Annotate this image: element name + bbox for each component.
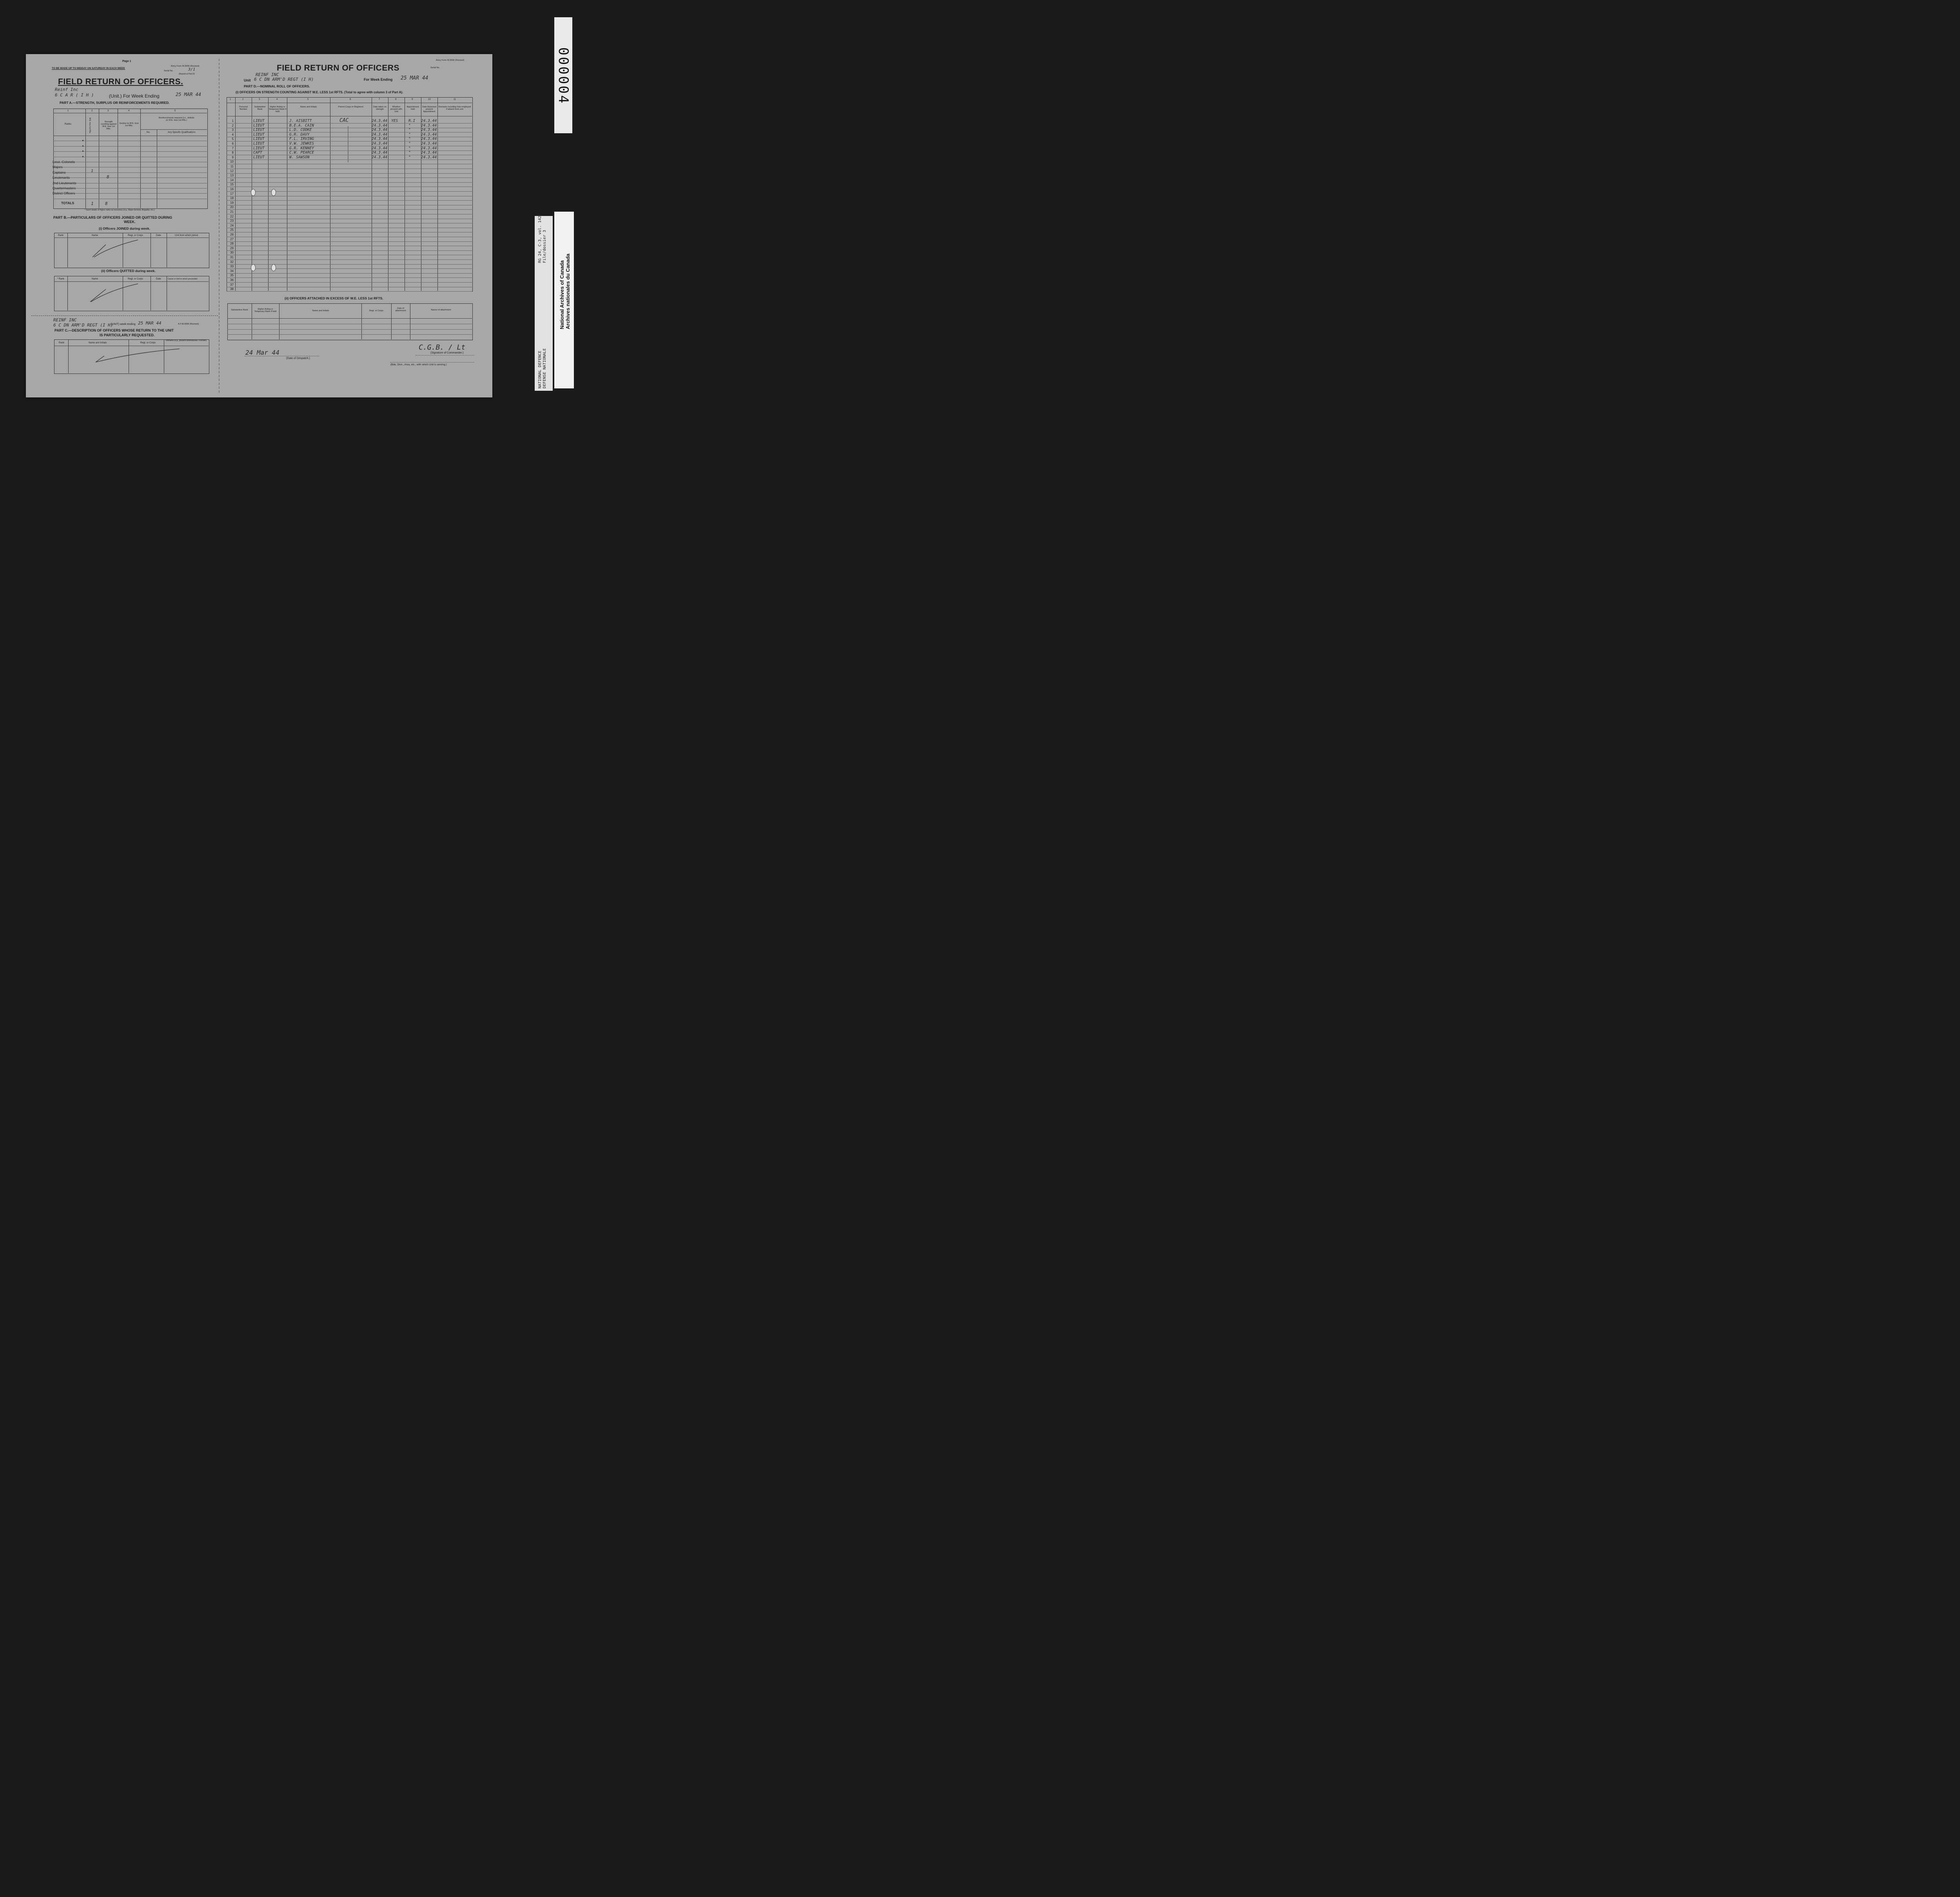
punch-hole <box>251 264 256 271</box>
row-number: 22 <box>230 214 234 218</box>
row-number: 38 <box>230 287 234 291</box>
punch-hole <box>271 264 276 271</box>
date-assumed-appointment: 24.3.44 <box>421 119 437 123</box>
row-number: 3 <box>232 128 234 132</box>
roll-column-header: Remarks including how employed if absent from unit <box>438 106 471 111</box>
officer-rank: LIEUT <box>253 155 265 160</box>
col-reinf: Reinforcements required (i.e., deficits on W.E. less 1st Rfts.) <box>158 117 194 122</box>
date-assumed-appointment: 24.3.44 <box>421 123 437 128</box>
row-number: 32 <box>230 260 234 264</box>
row-number: 15 <box>230 183 234 187</box>
date-taken-on-strength: 24.3.44 <box>372 132 388 137</box>
right-unit-label: Unit <box>244 78 251 82</box>
date-assumed-appointment: 24.3.44 <box>421 128 437 132</box>
rank-label: Quartermasters <box>53 186 76 190</box>
row-number: 18 <box>230 196 234 200</box>
row-number: 36 <box>230 278 234 282</box>
captains-we: 1 <box>91 169 94 173</box>
rg-line-1: RG 24, C-3, vol. 14213 <box>538 211 542 263</box>
date-assumed-appointment: 24.3.44 <box>421 155 437 160</box>
joined-title: (i) Officers JOINED during week. <box>99 227 150 230</box>
col-surplus: Surplus to W.E. less 1st Rfts. <box>119 122 139 127</box>
roll-column-header: Personal Number <box>239 106 248 111</box>
rank-label: Majors <box>53 165 63 169</box>
appointment: " <box>408 128 411 132</box>
row-number: 16 <box>230 187 234 191</box>
totals-we: 1 <box>91 201 94 206</box>
right-title: FIELD RETURN OF OFFICERS <box>277 63 399 73</box>
col-ranks: Ranks <box>65 123 72 125</box>
row-number: 30 <box>230 251 234 255</box>
right-serial-label: Serial No. <box>430 67 440 69</box>
right-unit-handwritten-2: 6 C DN ARM'D REGT (I H) <box>254 77 314 82</box>
date-taken-on-strength: 24.3.44 <box>372 141 388 146</box>
date-taken-on-strength: 24.3.44 <box>372 119 388 123</box>
lieutenants-strength: 8 <box>107 174 109 180</box>
defence-line-2: DEFENSE NATIONALE <box>543 348 547 388</box>
part-c-week-handwritten: 25 MAR 44 <box>138 321 162 326</box>
roll-column-header: Whether present with Unit <box>390 106 402 113</box>
rank-label: District Officers <box>53 191 75 196</box>
archives-strip <box>554 212 574 388</box>
date-assumed-appointment: 24.3.44 <box>421 146 437 151</box>
part-d-title: PART D.—NOMINAL ROLL OF OFFICERS. <box>244 84 310 88</box>
row-number: 2 <box>232 123 234 127</box>
row-number: 27 <box>230 237 234 241</box>
col-strength: Strength counting against W.E. less 1st Rfts. <box>100 121 117 130</box>
row-number: 5 <box>232 137 234 141</box>
unit-handwritten: Reinf Inc 6 C A R ( I H ) <box>55 87 94 98</box>
unit-label: (Unit.) For Week Ending <box>109 93 160 99</box>
page-title: FIELD RETURN OF OFFICERS. <box>58 77 183 86</box>
appointment: " <box>408 155 411 160</box>
roll-column-header: Name and Initials <box>300 106 317 108</box>
appointment: " <box>408 132 411 137</box>
roll-column-header: Date Assumed present Appointment <box>422 106 436 113</box>
roll-column-header: Higher Acting or Temporary Rank if held <box>269 106 287 113</box>
date-assumed-appointment: 24.3.44 <box>421 132 437 137</box>
row-number: 33 <box>230 265 234 268</box>
officer-rank: LIEUT <box>253 128 265 132</box>
page-label: Page 1 <box>122 60 131 63</box>
officer-name: B.E.A. CAIN <box>289 123 314 128</box>
part-c-unit-handwritten: REINF INC 6 C DN ARM'D REGT (I H) <box>53 317 113 328</box>
week-ending-handwritten: 25 MAR 44 <box>176 92 201 97</box>
rank-label: Lieutenants <box>53 176 70 180</box>
part-b-title-2: WEEK. <box>124 220 136 224</box>
col-qual: Any Specific Qualifications <box>168 131 196 134</box>
bde-label: (Bde, Divn., Area, etc., with which Unit is serving.) <box>390 363 447 366</box>
punch-hole <box>271 189 276 196</box>
row-number: 29 <box>230 246 234 250</box>
row-number: 34 <box>230 269 234 273</box>
row-number: 25 <box>230 228 234 232</box>
despatch-handwritten: 24 Mar 44 <box>245 349 279 356</box>
officer-name: G.R. DAVY <box>289 132 310 137</box>
part-b-title: PART B.—PARTICULARS OF OFFICERS JOINED OR QUITTED DURING <box>53 216 172 219</box>
row-number: 17 <box>230 192 234 196</box>
defence-line-1: NATIONAL DEFENCE <box>538 350 542 388</box>
officer-rank: CAPT <box>253 151 262 155</box>
rank-label: Captains <box>53 170 66 174</box>
row-number: 37 <box>230 283 234 287</box>
part-a-title: PART A.—STRENGTH, SURPLUS OR REINFORCEMENTS REQUIRED. <box>60 101 170 105</box>
appointment: R.I <box>408 119 416 123</box>
appointment: " <box>408 123 411 128</box>
signature-handwritten: C.G.B. / Lt <box>419 343 466 352</box>
army-form-label: Army Form W.3008 (Revised) <box>171 65 200 67</box>
part-c-unit-label: (UNIT) week-ending <box>111 323 136 326</box>
row-number: 1 <box>232 119 234 123</box>
row-number: 11 <box>230 165 234 168</box>
part-c-title: PART C.—DESCRIPTION OF OFFICERS WHOSE RETURN TO THE UNIT <box>54 328 174 332</box>
roll-column-header: Substantive Rank <box>254 106 266 111</box>
roll-column-header: Parent Corps or Regiment <box>338 106 363 108</box>
roll-column-header: Appointment held <box>407 106 419 111</box>
officer-name: G.R. KENNEY <box>289 146 314 151</box>
col-no: No. <box>147 131 151 134</box>
date-taken-on-strength: 24.3.44 <box>372 128 388 132</box>
archives-name-en: National Archives of Canada <box>559 260 565 329</box>
col-we: W.E. less 1st Rfts. <box>89 118 91 134</box>
part-d-subtitle: (i) OFFICERS ON STRENGTH COUNTING AGAINST W.E. LESS 1st RFTS. (Total to agree with column 3 of Part A). <box>236 91 403 94</box>
appointment: " <box>408 141 411 146</box>
officer-name: V.W. JEWKES <box>289 141 314 146</box>
part-a-note: * Insert details of higher ranks as necessary (e.g., Major-General, Brigadier, etc.). <box>85 209 155 211</box>
serial-label: Serial No. <box>164 70 174 72</box>
row-number: 6 <box>232 142 234 145</box>
officer-rank: LIEUT <box>253 141 265 146</box>
row-number: 35 <box>230 274 234 277</box>
appointment: " <box>408 146 411 151</box>
totals-label: TOTALS <box>61 201 74 205</box>
row-number: 31 <box>230 256 234 259</box>
frame-number-strip <box>554 17 572 133</box>
roll-column-header: Date taken on strength <box>373 106 387 111</box>
officer-rank: LIEUT <box>253 123 265 128</box>
date-taken-on-strength: 24.3.44 <box>372 155 388 160</box>
officer-name: L.D. COOKE <box>289 128 312 132</box>
right-week-label: For Week Ending <box>364 78 393 82</box>
repeat-note: (Repeat at Part D) <box>179 73 195 75</box>
right-army-form: Army Form W.3008 (Revised) <box>436 59 465 62</box>
row-number: 4 <box>232 132 234 136</box>
despatch-label: (Date of Despatch.) <box>286 357 310 360</box>
row-number: 12 <box>230 169 234 173</box>
attached-title: (ii) OFFICERS ATTACHED IN EXCESS OF W.E. LESS 1st RFTS. <box>285 296 383 300</box>
officer-name: F.L. IRVING <box>289 137 314 141</box>
totals-strength: 8 <box>105 201 108 206</box>
part-c-form: A.F.W.3008 (Revised) <box>178 323 199 325</box>
row-number: 21 <box>230 210 234 214</box>
row-number: 20 <box>230 205 234 209</box>
signature-label: (Signature of Commander.) <box>430 352 464 354</box>
date-assumed-appointment: 24.3.44 <box>421 137 437 141</box>
instruction-text: TO BE MADE UP TO MIDDAY ON SATURDAY IN EACH WEEK <box>52 67 125 70</box>
serial-value: 3/1 <box>188 67 196 72</box>
present-with-unit: YES <box>391 119 398 123</box>
rg-line-2: File/dossier 3 <box>543 230 547 263</box>
date-taken-on-strength: 24.3.44 <box>372 137 388 141</box>
row-number: 24 <box>230 223 234 227</box>
row-number: 14 <box>230 178 234 182</box>
officer-name: W. SAWSON <box>289 155 310 160</box>
row-number: 28 <box>230 242 234 246</box>
officer-rank: LIEUT <box>253 137 265 141</box>
officer-rank: LIEUT <box>253 119 265 123</box>
officer-rank: LIEUT <box>253 132 265 137</box>
date-taken-on-strength: 24.3.44 <box>372 123 388 128</box>
appointment: " <box>408 151 411 155</box>
archives-name-fr: Archives nationales du Canada <box>565 254 571 329</box>
row-number: 9 <box>232 155 234 159</box>
frame-number: 000004 <box>555 47 571 105</box>
row-number: 23 <box>230 219 234 223</box>
quitted-title: (ii) Officers QUITTED during week. <box>101 269 156 273</box>
row-number: 19 <box>230 201 234 205</box>
officer-rank: LIEUT <box>253 146 265 151</box>
rank-label: 2nd Lieutenants <box>53 181 76 185</box>
rank-label: Lieut.-Colonels <box>53 160 75 164</box>
reference-strip <box>535 211 553 391</box>
date-assumed-appointment: 24.3.44 <box>421 141 437 146</box>
row-number: 13 <box>230 174 234 178</box>
parent-corps: CAC <box>339 118 349 123</box>
row-number: 10 <box>230 160 234 164</box>
row-number: 8 <box>232 151 234 155</box>
right-unit-handwritten-1: REINF INC <box>256 72 279 77</box>
date-taken-on-strength: 24.3.44 <box>372 151 388 155</box>
date-assumed-appointment: 24.3.44 <box>421 151 437 155</box>
officer-name: C.W. PEARCE <box>289 151 314 155</box>
officer-name: J. AISBITT <box>289 119 312 123</box>
row-number: 7 <box>232 146 234 150</box>
row-number: 26 <box>230 233 234 236</box>
right-week-handwritten: 25 MAR 44 <box>401 75 428 81</box>
date-taken-on-strength: 24.3.44 <box>372 146 388 151</box>
appointment: " <box>408 137 411 141</box>
punch-hole <box>251 189 256 196</box>
part-c-title-2: IS PARTICULARLY REQUESTED. <box>100 333 155 337</box>
